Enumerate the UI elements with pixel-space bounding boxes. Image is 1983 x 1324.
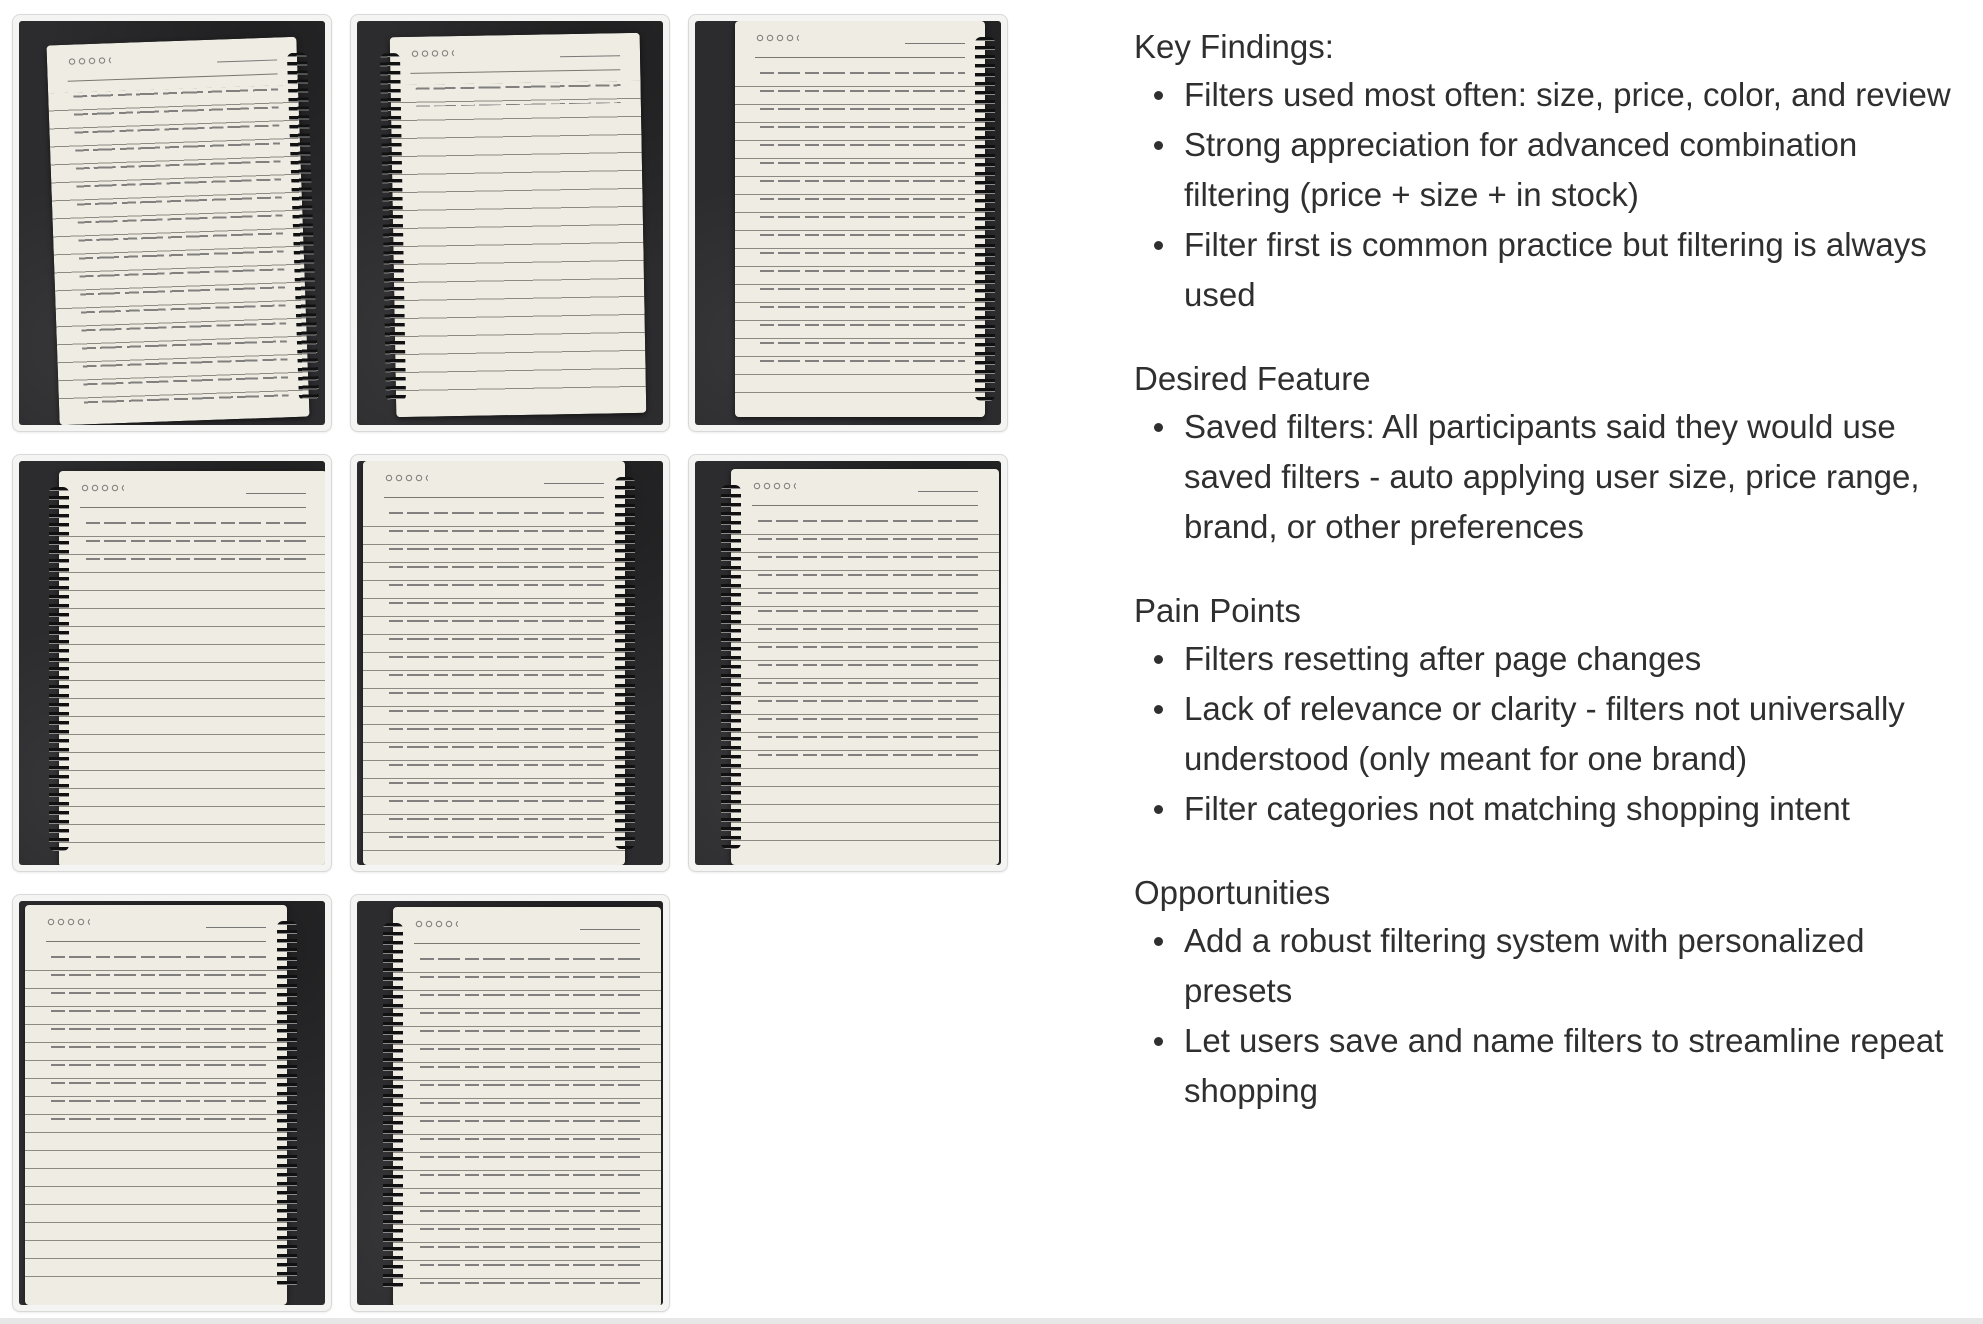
notes-photo-katie <box>19 21 325 425</box>
notebook-page <box>390 33 647 417</box>
notes-photo-card[interactable] <box>12 14 332 432</box>
desired-feature-list <box>1134 402 1954 552</box>
notes-photo-kayla <box>695 21 1001 425</box>
interview-notes-photo-grid <box>12 14 1008 1314</box>
pain-points-list <box>1134 634 1954 834</box>
handwritten-notes <box>420 951 640 1289</box>
list-item: Let users save and name filters to streamline repeat shopping <box>1134 1016 1954 1116</box>
notebook-page <box>46 37 309 425</box>
handwritten-notes <box>51 949 266 1135</box>
notes-photo-gracie-continued <box>19 901 325 1305</box>
notes-photo-card[interactable] <box>12 454 332 872</box>
spiral-binding <box>49 487 69 851</box>
key-findings-heading: Key Findings: <box>1134 28 1334 65</box>
desired-feature-heading: Desired Feature <box>1134 360 1371 397</box>
notebook-page <box>393 907 661 1305</box>
spiral-binding <box>287 52 319 400</box>
handwritten-notes <box>86 515 306 567</box>
bottom-divider <box>0 1318 1983 1324</box>
research-findings <box>1134 24 1954 1152</box>
list-item: Saved filters: All participants said they would use saved filters - auto applying user size, price range, brand, or other preferences <box>1134 402 1954 552</box>
notes-photo-card[interactable] <box>688 14 1008 432</box>
notebook-page <box>59 471 325 865</box>
list-item: Add a robust filtering system with personalized presets <box>1134 916 1954 1016</box>
spiral-binding <box>721 485 741 849</box>
notes-photo-card[interactable] <box>688 454 1008 872</box>
notes-photo-ethan <box>357 461 663 865</box>
notes-photo-card[interactable] <box>12 894 332 1312</box>
handwritten-notes <box>760 65 965 377</box>
handwritten-notes <box>415 77 620 107</box>
notebook-page <box>363 461 625 865</box>
spiral-binding <box>975 37 995 401</box>
list-item: Filter first is common practice but filtering is always used <box>1134 220 1954 320</box>
notes-photo-card[interactable] <box>350 894 670 1312</box>
opportunities-list <box>1134 916 1954 1116</box>
spiral-binding <box>615 477 635 849</box>
pain-points-section <box>1134 588 1954 834</box>
notes-photo-card[interactable] <box>350 14 670 432</box>
notes-photo-card[interactable] <box>350 454 670 872</box>
spiral-binding <box>380 53 406 401</box>
notebook-page <box>731 469 999 865</box>
notes-photo-erin <box>357 901 663 1305</box>
spiral-binding <box>277 921 297 1289</box>
list-item: Strong appreciation for advanced combination filtering (price + size + in stock) <box>1134 120 1954 220</box>
notebook-page <box>735 21 985 417</box>
list-item: Filter categories not matching shopping intent <box>1134 784 1954 834</box>
key-findings-section <box>1134 24 1954 320</box>
list-item: Lack of relevance or clarity - filters not universally understood (only meant for one brand) <box>1134 684 1954 784</box>
pain-points-heading: Pain Points <box>1134 592 1301 629</box>
spiral-binding <box>383 923 403 1291</box>
notes-photo-kayla-continued <box>19 461 325 865</box>
key-findings-list <box>1134 70 1954 320</box>
opportunities-heading: Opportunities <box>1134 874 1331 911</box>
handwritten-notes <box>758 513 978 765</box>
notes-photo-katie-continued <box>357 21 663 425</box>
handwritten-notes <box>73 81 289 408</box>
desired-feature-section <box>1134 356 1954 552</box>
opportunities-section <box>1134 870 1954 1116</box>
list-item: Filters used most often: size, price, color, and review <box>1134 70 1954 120</box>
notebook-page <box>25 905 287 1305</box>
notes-photo-gracie <box>695 461 1001 865</box>
list-item: Filters resetting after page changes <box>1134 634 1954 684</box>
handwritten-notes <box>389 505 604 841</box>
